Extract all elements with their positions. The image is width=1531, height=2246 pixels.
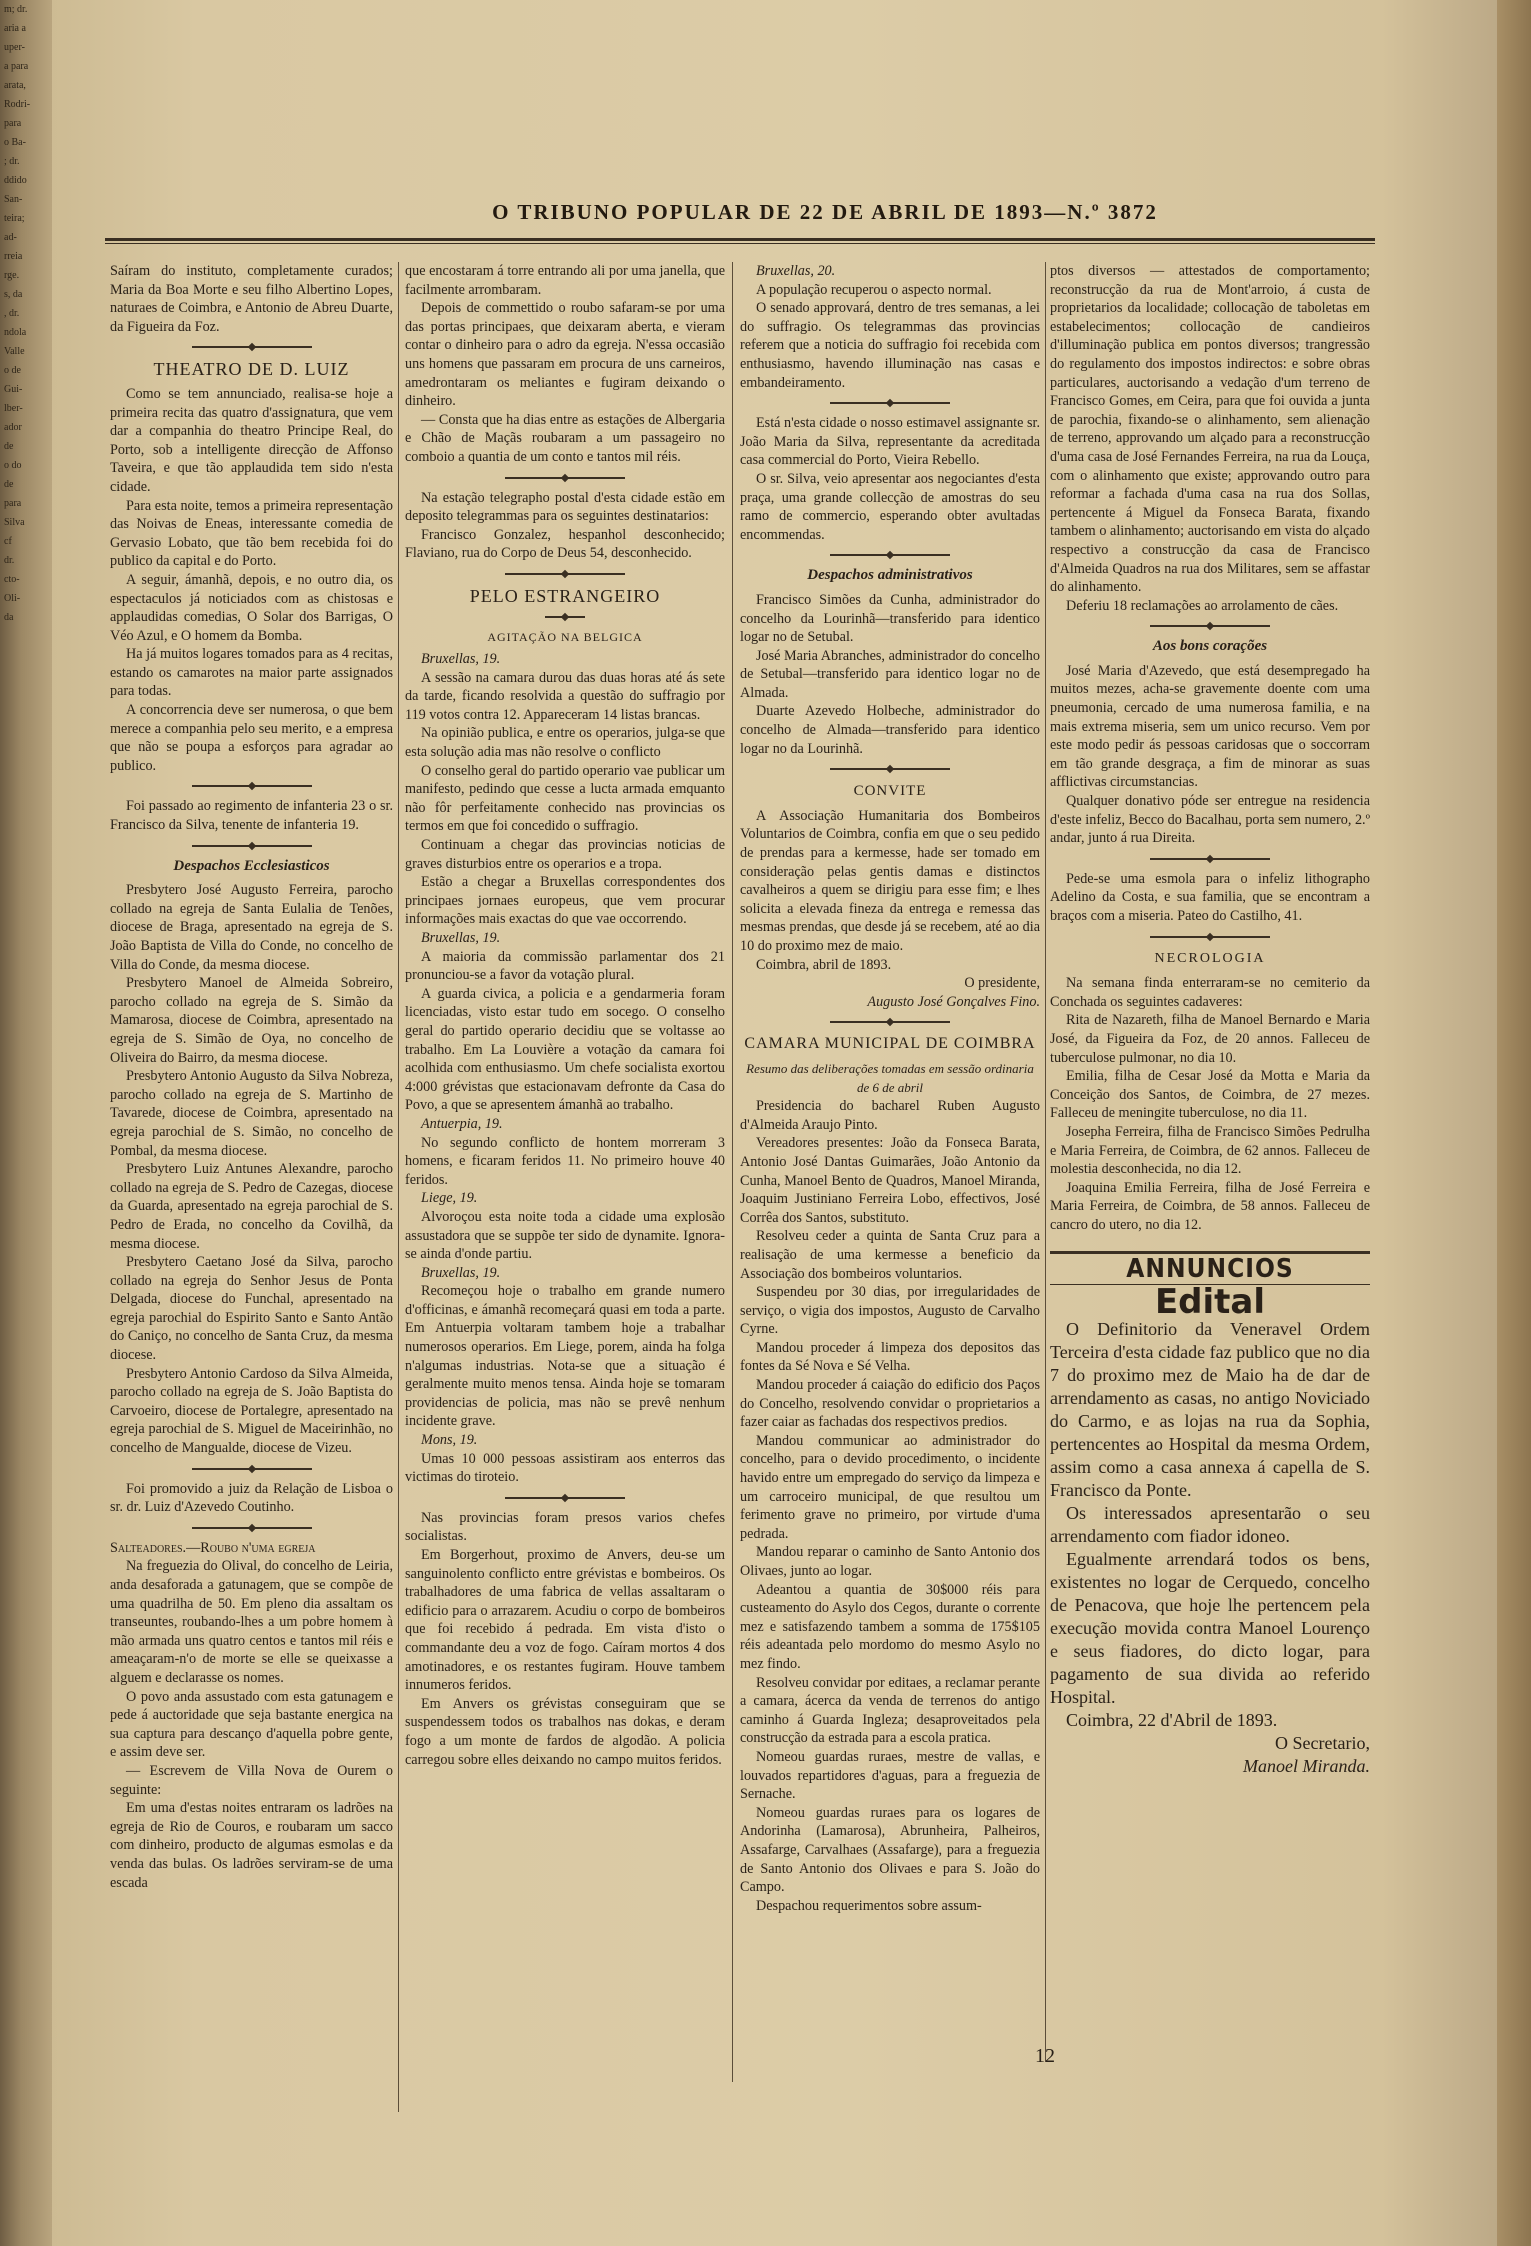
dateline: Bruxellas, 20. [756, 263, 836, 279]
paragraph: O senado approvará, dentro de tres semanas, a lei do suffragio. Os telegrammas das provincias referem que a noticia do suffragio foi recebida com enthusiasmo, havendo illuminação nas casas e embandeiramento. [740, 300, 1040, 391]
paragraph: Vereadores presentes: João da Fonseca Barata, Antonio José Dantas Guimarães, João Antonio da Cunha, Manoel Bento de Quadros, Manoel Miranda, Joaquim Justiniano Ferreira Lobo, effectivos, José Corrêa dos Santos, substituto. [740, 1135, 1040, 1226]
paragraph: A Associação Humanitaria dos Bombeiros Voluntarios de Coimbra, confia em que o seu pedido de prendas para a kermesse, hade ser tomado em consideração pelas gentis damas e distinctos cavalheiros a quem se dirigiu para esse fim; e lhes solicita a elevada fineza da entrega e remessa das mesmas prendas, que desde já se recebem, até ao dia 10 do proximo mez de maio. [740, 807, 1040, 954]
paragraph: Em Anvers os grévistas conseguiram que se suspendessem todos os trabalhos nas dokas, e deram fogo a um monte de fardos de algodão. A policia carregou sobre elles deixando no campo muitos feridos. [405, 1695, 725, 1768]
paragraph: Nomeou guardas ruraes, mestre de vallas, e louvados repartidores d'aguas, para a freguezia de Sernache. [740, 1748, 1040, 1803]
separator [192, 785, 312, 787]
separator [505, 573, 625, 575]
paragraph: Está n'esta cidade o nosso estimavel assignante sr. João Maria da Silva, representante da acreditada casa commercial do Porto, Vieira Rebello. [740, 415, 1040, 469]
annuncios-heading: ANNUNCIOS [1050, 1251, 1370, 1286]
paragraph: Em uma d'estas noites entraram os ladrões na egreja de Rio de Couros, e roubaram um sacco com dinheiro, producto de algumas esmolas e da venda das bulas. Os ladrões serviram-se de uma escada [110, 1800, 393, 1891]
paragraph: Na opinião publica, e entre os operarios, julga-se que esta solução adia mas não resolve o conflicto [405, 725, 725, 761]
paragraph: Presbytero Antonio Cardoso da Silva Almeida, parocho collado na egreja de S. João Baptista do Carvoeiro, diocese de Portalegre, apresentado na egreja parochial de S. Miguel de Maceirinhão, no concelho de Mangualde, diocese de Vizeu. [110, 1365, 393, 1457]
paragraph: No segundo conflicto de hontem morreram 3 homens, e ficaram feridos 11. No primeiro houve 40 feridos. [405, 1134, 725, 1188]
column-4 [1050, 262, 1370, 2062]
binding-gutter: m; dr. aria a uper- a para arata, Rodri- para o Ba- ; dr. ddido San- teira; ad- rreia rge. s, da , dr. ndola Valle o de Gui- lber- ador de o do de para Silva cf dr. cto- Oli- da [0, 0, 52, 2246]
paragraph: Umas 10 000 pessoas assistiram aos enterros das victimas do tiroteio. [405, 1450, 725, 1486]
column-1 [110, 262, 393, 2122]
separator [830, 768, 950, 770]
signature-name: Manoel Miranda. [1243, 1755, 1370, 1776]
paragraph: Continuam a chegar das provincias noticias de graves disturbios entre os operarios e a tropa. [405, 837, 725, 872]
paragraph: Nas provincias foram presos varios chefes socialistas. [405, 1509, 725, 1545]
masthead: O TRIBUNO POPULAR DE 22 DE ABRIL DE 1893—N.º 3872 [492, 200, 1158, 224]
paragraph: Na semana finda enterraram-se no cemiterio da Conchada os seguintes cadaveres: [1050, 975, 1370, 1010]
column-rule-1 [398, 262, 399, 2112]
page-edge [1497, 0, 1531, 2246]
paragraph: Josepha Ferreira, filha de Francisco Simões Pedrulha e Maria Ferreira, de Coimbra, de 62 annos. Falleceu de molestia desconhecida, no dia 12. [1050, 1123, 1370, 1178]
paragraph: Depois de commettido o roubo safaram-se por uma das portas principaes, que deixaram aberta, e vieram contar o dinheiro para o adro da egreja. N'essa occasião uns homens que passaram em procura de uns carneiros, amedrontaram os meliantes e fugiram deixando o dinheiro. [405, 300, 725, 410]
paragraph: Mandou communicar ao administrador do concelho, para o devido procedimento, o incidente havido entre um empregado do serviço da limpeza e um carroceiro municipal, de que resultou um ferimento grave no primeiro, por virtude d'uma pedrada. [740, 1432, 1040, 1542]
paragraph: Nomeou guardas ruraes para os logares de Andorinha (Lamarosa), Abrunheira, Palheiros, Assafarge, Carvalhaes (Assafarge), para a freguezia de Santo Antonio dos Olivaes e para S. João do Campo. [740, 1804, 1040, 1896]
paragraph: Resolveu ceder a quinta de Santa Cruz para a realisação de uma kermesse a beneficio da Associação dos bombeiros voluntarios. [740, 1228, 1040, 1282]
paragraph: Para esta noite, temos a primeira representação das Noivas de Eneas, interessante comedia de Gervasio Lobato, que tão bem recebida foi do publico da capital e do Porto. [110, 497, 393, 570]
column-3 [740, 262, 1040, 1962]
separator [505, 477, 625, 479]
paragraph: O sr. Silva, veio apresentar aos negociantes d'esta praça, uma grande collecção de amostras do seu ramo de commercio, esperando obter avultadas encommendas. [740, 470, 1040, 543]
separator [192, 1468, 312, 1470]
section-heading: Aos bons corações [1152, 638, 1268, 655]
dateline: Mons, 19. [421, 1432, 478, 1449]
paragraph: Qualquer donativo póde ser entregue na residencia d'este infeliz, Becco do Bacalhau, porta sem numero, 2.º andar, junto á rua Direita. [1050, 793, 1370, 847]
separator [192, 346, 312, 348]
paragraph: Adeantou a quantia de 30$000 réis para custeamento do Asylo dos Cegos, durante o corrente mez e satisfazendo tambem a somma de 175$105 réis adeantada pelo mordomo do mesmo Asylo no mez findo. [740, 1581, 1040, 1672]
paragraph: José Maria d'Azevedo, que está desempregado ha muitos mezes, acha-se gravemente doente com uma pneumonia, cercado de uma numerosa familia, e na mais extrema miseria, sem um unico recurso. Vem por este modo pedir ás pessoas caridosas que o soccorram em tão grande desgraça, a fim de minorar as suas afflictivas circumstancias. [1050, 662, 1370, 791]
paragraph: A guarda civica, a policia e a gendarmeria foram licenciadas, visto estar tudo em socego. O conselho geral do partido operario decidiu que se voltasse ao trabalho. Em La Louvière a votação da camara foi acolhida com enthusiasmo. Um chefe socialista exortou 4:000 grévistas que estacionavam defronte da Casa do Povo, a que se apresentem ámanhã ao trabalho. [405, 985, 725, 1114]
paragraph: Recomeçou hoje o trabalho em grande numero d'officinas, e ámanhã recomeçará quasi em toda a parte. Em Antuerpia voltaram tambem hoje a trabalhar numerosos operarios. Em Liege, porem, ainda ha folga n'algumas industrias. Nota-se que a situação é geralmente muito menos tensa. Ainda hoje se tomaram providencias de policia, mas não se prevê nenhum incidente grave. [405, 1283, 725, 1430]
section-heading: PELO ESTRANGEIRO [469, 585, 661, 606]
paragraph: Presidencia do bacharel Ruben Augusto d'Almeida Araujo Pinto. [740, 1098, 1040, 1133]
paragraph: Mandou reparar o caminho de Santo Antonio dos Olivaes, junto ao logar. [740, 1544, 1040, 1579]
paragraph: Mandou proceder á caiação do edificio dos Paços do Concelho, resolvendo convidar o proprietarios a fazer caiar as fachadas dos respectivos predios. [740, 1377, 1040, 1431]
signature-title: O presidente, [964, 975, 1040, 992]
paragraph: Coimbra, 22 d'Abril de 1893. [1066, 1709, 1278, 1730]
paragraph: Emilia, filha de Cesar José da Motta e Maria da Conceição dos Santos, de Coimbra, de 27 mezes. Falleceu de meningite tuberculose, no dia 11. [1050, 1068, 1370, 1122]
paragraph: O conselho geral do partido operario vae publicar um manifesto, pedindo que cesse a lucta armada emquanto não fôr perfeitamente conhecido nas provincias os termos em que foi concedido o suffragio. [405, 762, 725, 835]
separator [192, 845, 312, 847]
paragraph: Saíram do instituto, completamente curados; Maria da Boa Morte e seu filho Albertino Lopes, naturaes de Coimbra, e Antonio de Abreu Duarte, da Figueira da Foz. [110, 263, 393, 335]
paragraph: que encostaram á torre entrando ali por uma janella, que facilmente arrombaram. [405, 263, 725, 298]
paragraph: Estão a chegar a Bruxellas correspondentes dos principaes jornaes europeus, que vem procurar informações mais exactas do que vae occorrendo. [405, 874, 725, 928]
separator [1150, 625, 1270, 627]
paragraph: A concorrencia deve ser numerosa, o que bem merece a companhia pelo seu merito, e a empresa que não se poupa a esforços para agradar ao publico. [110, 702, 393, 774]
paragraph: Os interessados apresentarão o seu arrendamento com fiador idoneo. [1050, 1502, 1370, 1546]
paragraph: Deferiu 18 reclamações ao arrolamento de cães. [1066, 597, 1339, 614]
paragraph: — Consta que ha dias entre as estações de Albergaria e Chão de Maçãs roubaram a um passageiro no comboio a quantia de um conto e tantos mil réis. [405, 411, 725, 465]
paragraph: ptos diversos — attestados de comportamento; reconstrucção da rua de Mont'arroio, á custa de proprietarios da localidade; collocação de taboletas em estabelecimentos; collocação de candieiros d'illuminação publica em pontos diversos; trangressão do regulamento dos impostos indirectos: e sobre obras particulares, auctorisando a vedação d'um terreno de Francisco Gomes, em Ceira, para que foi ouvida a junta de parochia, fixando-se o alinhamento, sem alienação de terreno, approvando um alçado para a reconstrucção d'uma casa de José Fernandes Ferreira, na rua da Louça, com o alinhamento que existe; approvando outro para reformar a fachada d'uma casa na rua dos Sollas, pertencente á Miguel da Fonseca Barata, fixando tambem o alinhamento; auctorisando em vista do alçado respectivo a construcção da casa de Francisco d'Almeida Quadros na rua dos Militares, sem se affastar do alinhamento. [1050, 263, 1370, 596]
paragraph: Suspendeu por 30 dias, por irregularidades de serviço, o vigia dos impostos, Augusto de Carvalho Cyrne. [740, 1284, 1040, 1338]
edital-heading: Edital [1154, 1282, 1266, 1323]
paragraph: Foi promovido a juiz da Relação de Lisboa o sr. dr. Luiz d'Azevedo Coutinho. [110, 1480, 393, 1516]
separator [1150, 858, 1270, 860]
separator [1150, 936, 1270, 938]
paragraph: Francisco Gonzalez, hespanhol desconhecido; Flaviano, rua do Corpo de Deus 54, desconhecido. [405, 526, 725, 562]
section-heading: NECROLOGIA [1154, 950, 1266, 966]
paragraph: Presbytero José Augusto Ferreira, parocho collado na egreja de Santa Eulalia de Tenões, diocese de Braga, apresentado na egreja de S. João Baptista de Villa do Conde, no concelho de Villa do Conde, da mesma diocese. [110, 882, 393, 973]
paragraph: A população recuperou o aspecto normal. [756, 281, 992, 298]
dateline: Antuerpia, 19. [421, 1115, 503, 1132]
paragraph: Francisco Simões da Cunha, administrador do concelho da Lourinhã—transferido para identico logar no de Setubal. [740, 591, 1040, 646]
section-heading: CAMARA MUNICIPAL DE COIMBRA [744, 1035, 1036, 1053]
paragraph: Alvoroçou esta noite toda a cidade uma explosão assustadora que se suppõe ter sido de dynamite. Ignora-se ainda d'onde partiu. [405, 1208, 725, 1263]
paragraph: Coimbra, abril de 1893. [756, 956, 892, 973]
paragraph: Egualmente arrendará todos os bens, existentes no logar de Cerquedo, concelho de Penacova, que hoje lhe pertencem pela execução movida contra Manoel Lourenço e seus fiadores, do dicto logar, para pagamento de sua divida ao referido Hospital. [1050, 1548, 1370, 1707]
paragraph: Resolveu convidar por editaes, a reclamar perante a camara, ácerca da venda de terrenos do antigo caminho á Guarda Ingleza; desaproveitados pela construcção da estrada para a escola pratica. [740, 1674, 1040, 1747]
dateline: Bruxellas, 19. [421, 651, 501, 668]
subheading: Resumo das deliberações tomadas em sessão ordinaria de 6 de abril [746, 1060, 1034, 1095]
paragraph: — Escrevem de Villa Nova de Ourem o seguinte: [110, 1762, 393, 1798]
paragraph: Mandou proceder á limpeza dos depositos das fontes da Sé Nova e Sé Velha. [740, 1339, 1040, 1375]
separator [830, 1021, 950, 1023]
paragraph: Na freguezia do Olival, do concelho de Leiria, anda desaforada a gatunagem, que se compõe de uma quadrilha de 50. Em pleno dia assaltam os transeuntes, roubando-lhes a um pobre homem à mão armada uns quatro centos e tantos mil réis e ameaçaram-n'o de morte se elle se queixasse a alguem e declarasse os nomes. [110, 1558, 393, 1686]
separator [505, 1497, 625, 1499]
paragraph: A maioria da commissão parlamentar dos 21 pronunciou-se a favor da votação plural. [405, 948, 725, 984]
paragraph: Ha já muitos logares tomados para as 4 recitas, estando os camarotes na maior parte assignados para todas. [110, 646, 393, 700]
article-lead: Salteadores.—Roubo n'uma egreja [110, 1539, 316, 1556]
separator [192, 1527, 312, 1529]
paragraph: Presbytero Manoel de Almeida Sobreiro, parocho collado na egreja de S. Simão da Mamarosa, diocese de Coimbra, apresentado na egreja de S. Simão de Oya, no concelho de Oliveira do Bairro, da mesma diocese. [110, 975, 393, 1066]
page-number: 12 [1035, 2045, 1055, 2067]
column-rule-3 [1045, 262, 1046, 2062]
dateline: Bruxellas, 19. [421, 930, 501, 946]
paragraph: Pede-se uma esmola para o infeliz lithographo Adelino da Costa, e sua familia, que se encontram a braços com a miseria. Pateo do Castilho, 41. [1050, 870, 1370, 924]
paragraph: A sessão na camara durou das duas horas até ás sete da tarde, ficando resolvida a questão do suffragio por 119 votos contra 12. Appareceram 14 listas brancas. [405, 669, 725, 723]
paragraph: Como se tem annunciado, realisa-se hoje a primeira recita das quatro d'assignatura, que vem dar a companhia do theatro Principe Real, do Porto, sob a intelligente direcção de Affonso Taveira, e que tão applaudida tem sido n'esta cidade. [110, 385, 393, 495]
paragraph: O povo anda assustado com esta gatunagem e pede á auctoridade que seja bastante energica na sua captura para descanço d'aquella pobre gente, e assim deve ser. [110, 1688, 393, 1761]
paragraph: Rita de Nazareth, filha de Manoel Bernardo e Maria José, da Figueira da Foz, de 20 annos. Falleceu de tuberculose pulmonar, no dia 10. [1050, 1012, 1370, 1066]
section-heading: THEATRO DE D. LUIZ [153, 359, 350, 380]
paragraph: Joaquina Emilia Ferreira, filha de José Ferreira e Maria Ferreira, de Coimbra, de 58 annos. Falleceu de cancro do utero, no dia 12. [1050, 1179, 1370, 1233]
masthead-rule-thin [105, 243, 1375, 244]
column-2 [405, 262, 725, 2102]
dateline: Liege, 19. [421, 1190, 478, 1207]
masthead-rule [105, 238, 1375, 241]
dateline: Bruxellas, 19. [421, 1264, 501, 1281]
signature-name: Augusto José Gonçalves Fino. [867, 993, 1040, 1010]
signature-title: O Secretario, [1275, 1732, 1370, 1753]
column-rule-2 [732, 262, 733, 2082]
section-heading: Despachos administrativos [807, 567, 973, 584]
paragraph: Em Borgerhout, proximo de Anvers, deu-se um sanguinolento conflicto entre grévistas e bombeiros. Os trabalhadores de uma fabrica de vellas assaltaram o edificio para o arrazarem. Acudiu o corpo de bombeiros que foi recebido á pedrada. Em vista d'isto o commandante deu a voz de fogo. Caíram mortos 4 dos amotinadores, e os restantes fugiram. Houve tambem innumeros feridos. [405, 1547, 725, 1694]
paragraph: Presbytero Antonio Augusto da Silva Nobreza, parocho collado na egreja de S. Martinho de Tavarede, diocese de Coimbra, apresentado na egreja parochial de S. Simão, no concelho de Pombal, da mesma diocese. [110, 1068, 393, 1159]
separator [545, 616, 585, 618]
paragraph: Duarte Azevedo Holbeche, administrador do concelho de Almada—transferido para identico logar no da Lourinhã. [740, 703, 1040, 757]
section-heading: CONVITE [853, 783, 927, 800]
separator [830, 554, 950, 556]
paragraph: Presbytero Luiz Antunes Alexandre, parocho collado na egreja de S. Pedro de Cazegas, diocese da Guarda, apresentado na egreja parochial de S. Pedro de Erada, no concelho da Covilhã, da mesma diocese. [110, 1161, 393, 1252]
paragraph: Na estação telegrapho postal d'esta cidade estão em deposito telegrammas para os seguintes destinatarios: [405, 489, 725, 525]
paragraph: Foi passado ao regimento de infanteria 23 o sr. Francisco da Silva, tenente de infanteria 19. [110, 798, 393, 834]
subheading: AGITAÇÃO NA BELGICA [487, 629, 643, 644]
paragraph: José Maria Abranches, administrador do concelho de Setubal—transferido para identico logar no de Almada. [740, 647, 1040, 701]
paragraph: O Definitorio da Veneravel Ordem Terceira d'esta cidade faz publico que no dia 7 do proximo mez de Maio ha de dar de arrendamento as casas, no antigo Noviciado do Carmo, e as lojas na rua da Sophia, pertencentes ao Hospital da mesma Ordem, assim como a casa annexa á capella de S. Francisco da Ponte. [1050, 1318, 1370, 1500]
section-heading: Despachos Ecclesiasticos [173, 857, 330, 874]
paragraph: A seguir, ámanhã, depois, e no outro dia, os espectaculos já noticiados com as chistosas e applaudidas comedias, O Solar dos Barrigas, O Véo Azul, e O homem da Bomba. [110, 571, 393, 644]
paragraph: Presbytero Caetano José da Silva, parocho collado na egreja do Senhor Jesus de Ponta Delgada, diocese do Funchal, apresentado na egreja parochial do Espirito Santo e Santo Antão do Caniço, no concelho de Santa Cruz, da mesma diocese. [110, 1254, 393, 1364]
paragraph: Despachou requerimentos sobre assum- [756, 1897, 982, 1914]
separator [830, 402, 950, 404]
